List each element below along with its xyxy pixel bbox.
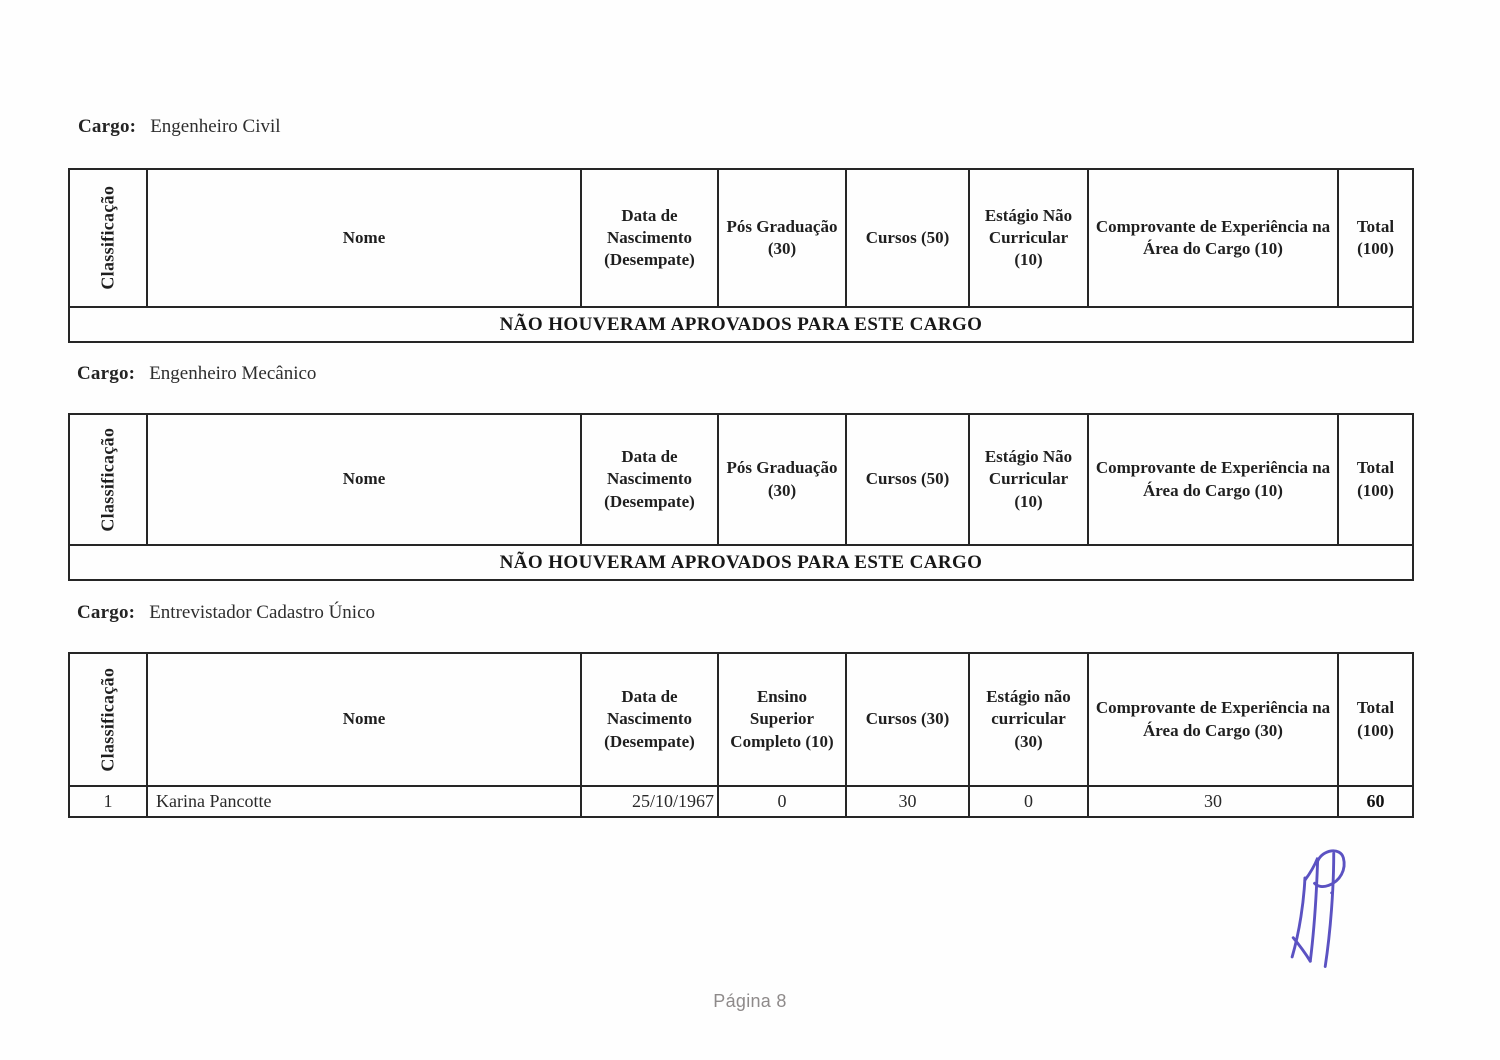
cargo-label: Cargo: [77,602,136,623]
cell-nome: Karina Pancotte [147,786,581,817]
empty-result-row [69,545,1413,580]
cell-total: 60 [1338,786,1413,817]
header-row [69,169,1413,307]
cell-cursos: 30 [846,786,969,817]
cargo-value: Engenheiro Civil [150,116,281,137]
column-header-pos-graduacao: Pós Graduação (30) [718,414,846,545]
column-header-pos-graduacao: Pós Graduação (30) [718,169,846,307]
column-header-classificacao: Classificação [69,169,147,307]
column-header-nome: Nome [147,653,581,786]
column-header-cursos: Cursos (30) [846,653,969,786]
column-header-data-nascimento: Data de Nascimento (Desempate) [581,169,718,307]
cell-estagio: 0 [969,786,1088,817]
column-header-ensino-superior: Ensino Superior Completo (10) [718,653,846,786]
header-row [69,414,1413,545]
column-header-total: Total (100) [1338,169,1413,307]
column-header-comprovante: Comprovante de Experiência na Área do Cargo (10) [1088,169,1338,307]
column-header-nome: Nome [147,169,581,307]
column-header-cursos: Cursos (50) [846,169,969,307]
cargo-value: Entrevistador Cadastro Único [149,602,376,623]
cargo-value: Engenheiro Mecânico [149,363,317,384]
results-table-entrevistador [68,652,1414,818]
page-number: Página 8 [713,991,787,1011]
column-header-estagio: Estágio não curricular (30) [969,653,1088,786]
column-header-classificacao: Classificação [69,414,147,545]
cell-data-nascimento: 25/10/1967 [581,786,718,817]
column-header-cursos: Cursos (50) [846,414,969,545]
column-header-total: Total (100) [1338,414,1413,545]
cell-classificacao: 1 [69,786,147,817]
results-table-engenheiro-civil [68,168,1414,343]
column-header-data-nascimento: Data de Nascimento (Desempate) [581,653,718,786]
column-header-estagio: Estágio Não Curricular (10) [969,169,1088,307]
empty-result-message: NÃO HOUVERAM APROVADOS PARA ESTE CARGO [69,545,1413,580]
cargo-heading-entrevistador [77,602,375,624]
header-row [69,653,1413,786]
column-header-data-nascimento: Data de Nascimento (Desempate) [581,414,718,545]
cargo-label: Cargo: [77,363,136,384]
empty-result-row [69,307,1413,342]
column-header-estagio: Estágio Não Curricular (10) [969,414,1088,545]
table-row-karina-pancotte [69,786,1413,817]
column-header-total: Total (100) [1338,653,1413,786]
signature-initials-image [1283,846,1361,974]
cell-comprovante: 30 [1088,786,1338,817]
column-header-nome: Nome [147,414,581,545]
cargo-heading-engenheiro-mecanico [77,363,316,385]
column-header-classificacao: Classificação [69,653,147,786]
results-table-engenheiro-mecanico [68,413,1414,581]
column-header-comprovante: Comprovante de Experiência na Área do Cargo (10) [1088,414,1338,545]
cargo-heading-engenheiro-civil [78,116,281,138]
column-header-comprovante: Comprovante de Experiência na Área do Cargo (30) [1088,653,1338,786]
cell-ensino-superior: 0 [718,786,846,817]
cargo-label: Cargo: [78,116,137,137]
empty-result-message: NÃO HOUVERAM APROVADOS PARA ESTE CARGO [69,307,1413,342]
